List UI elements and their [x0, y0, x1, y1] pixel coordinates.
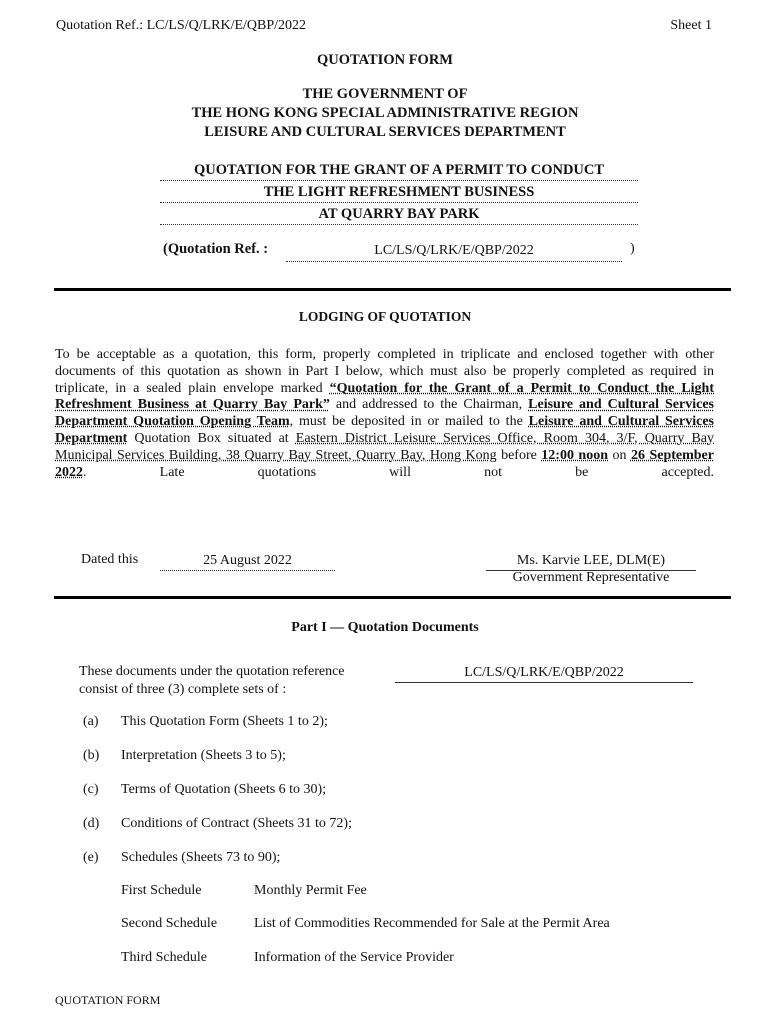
quotation-ref-value: LC/LS/Q/LRK/E/QBP/2022 — [286, 241, 622, 262]
item-text-e: Schedules (Sheets 73 to 90); — [121, 850, 281, 865]
schedule-name-third: Third Schedule — [121, 950, 207, 965]
department-name: Leisure and Cultural Services Department — [55, 414, 714, 446]
schedule-desc-first: Monthly Permit Fee — [254, 883, 367, 898]
lodging-text-1: To be acceptable as a quotation, this form, properly completed in triplicate and enclosed together with other documents of this quotation as shown in Part I below, which must also be properly completed as required in triplicate, in a sealed plain envelope marked — [55, 347, 714, 396]
lodging-paragraph — [55, 347, 714, 481]
sheet-number: Sheet 1 — [670, 18, 712, 33]
envelope-marking: “Quotation for the Grant of a Permit to Conduct the Light Refreshment Business at Quarry Bay Park” — [55, 380, 714, 413]
form-title: QUOTATION FORM — [316, 52, 453, 68]
government-line-1: THE GOVERNMENT OF — [302, 86, 468, 102]
deadline-date: 26 September 2022 — [55, 447, 714, 480]
lodging-text-4: Quotation Box situated at — [127, 430, 296, 446]
item-text-c: Terms of Quotation (Sheets 6 to 30); — [121, 782, 327, 797]
item-label-d: (d) — [83, 816, 100, 831]
deadline-time: 12:00 noon — [541, 447, 609, 463]
dated-label: Dated this — [81, 552, 139, 567]
schedule-name-first: First Schedule — [121, 883, 202, 898]
item-label-a: (a) — [83, 714, 99, 729]
opening-team: Leisure and Cultural Services Department Quotation Opening Team — [55, 397, 714, 430]
lodging-text-7: . Late quotations will not be accepted. — [83, 464, 714, 480]
item-text-b: Interpretation (Sheets 3 to 5); — [121, 748, 286, 763]
item-text-a: This Quotation Form (Sheets 1 to 2); — [121, 714, 328, 729]
item-label-e: (e) — [83, 850, 99, 865]
dated-value: 25 August 2022 — [160, 552, 335, 571]
divider-top — [54, 288, 731, 291]
government-line-2: THE HONG KONG SPECIAL ADMINISTRATIVE REGION — [191, 105, 579, 121]
lodging-text-3: , must be deposited in or mailed to the — [289, 414, 529, 430]
lodging-text-2: and addressed to the Chairman, — [329, 397, 529, 413]
subject-line-2: THE LIGHT REFRESHMENT BUSINESS — [160, 182, 638, 203]
item-label-b: (b) — [83, 748, 100, 763]
item-label-c: (c) — [83, 782, 99, 797]
schedule-name-second: Second Schedule — [121, 916, 218, 931]
part1-intro-line-2: consist of three (3) complete sets of : — [79, 682, 287, 697]
divider-middle — [54, 596, 731, 599]
quotation-ref-close: ) — [630, 241, 635, 256]
lodging-text-5: before — [496, 447, 542, 463]
signer-title: Government Representative — [512, 570, 670, 585]
subject-line-1: QUOTATION FOR THE GRANT OF A PERMIT TO CONDUCT — [160, 160, 638, 181]
part1-intro-line-1: These documents under the quotation reference — [79, 664, 345, 679]
government-line-3: LEISURE AND CULTURAL SERVICES DEPARTMENT — [204, 124, 566, 140]
subject-line-3: AT QUARRY BAY PARK — [160, 204, 638, 225]
quotation-ref-label: (Quotation Ref. : — [163, 241, 269, 257]
header-reference: Quotation Ref.: LC/LS/Q/LRK/E/QBP/2022 — [56, 18, 307, 33]
footer-label: QUOTATION FORM — [55, 993, 161, 1007]
signer-name: Ms. Karvie LEE, DLM(E) — [486, 552, 696, 571]
part1-ref-value: LC/LS/Q/LRK/E/QBP/2022 — [395, 664, 693, 683]
deposit-address: Eastern District Leisure Services Office, Room 304, 3/F, Quarry Bay Municipal Services Building, 38 Quarry Bay Street, Quarry Bay, Hong Kong — [55, 430, 714, 463]
part1-heading: Part I — Quotation Documents — [291, 620, 479, 635]
lodging-heading: LODGING OF QUOTATION — [298, 309, 472, 324]
item-text-d: Conditions of Contract (Sheets 31 to 72); — [121, 816, 352, 831]
schedule-desc-second: List of Commodities Recommended for Sale at the Permit Area — [254, 916, 610, 931]
schedule-desc-third: Information of the Service Provider — [254, 950, 454, 965]
lodging-text-6: on — [608, 447, 631, 463]
